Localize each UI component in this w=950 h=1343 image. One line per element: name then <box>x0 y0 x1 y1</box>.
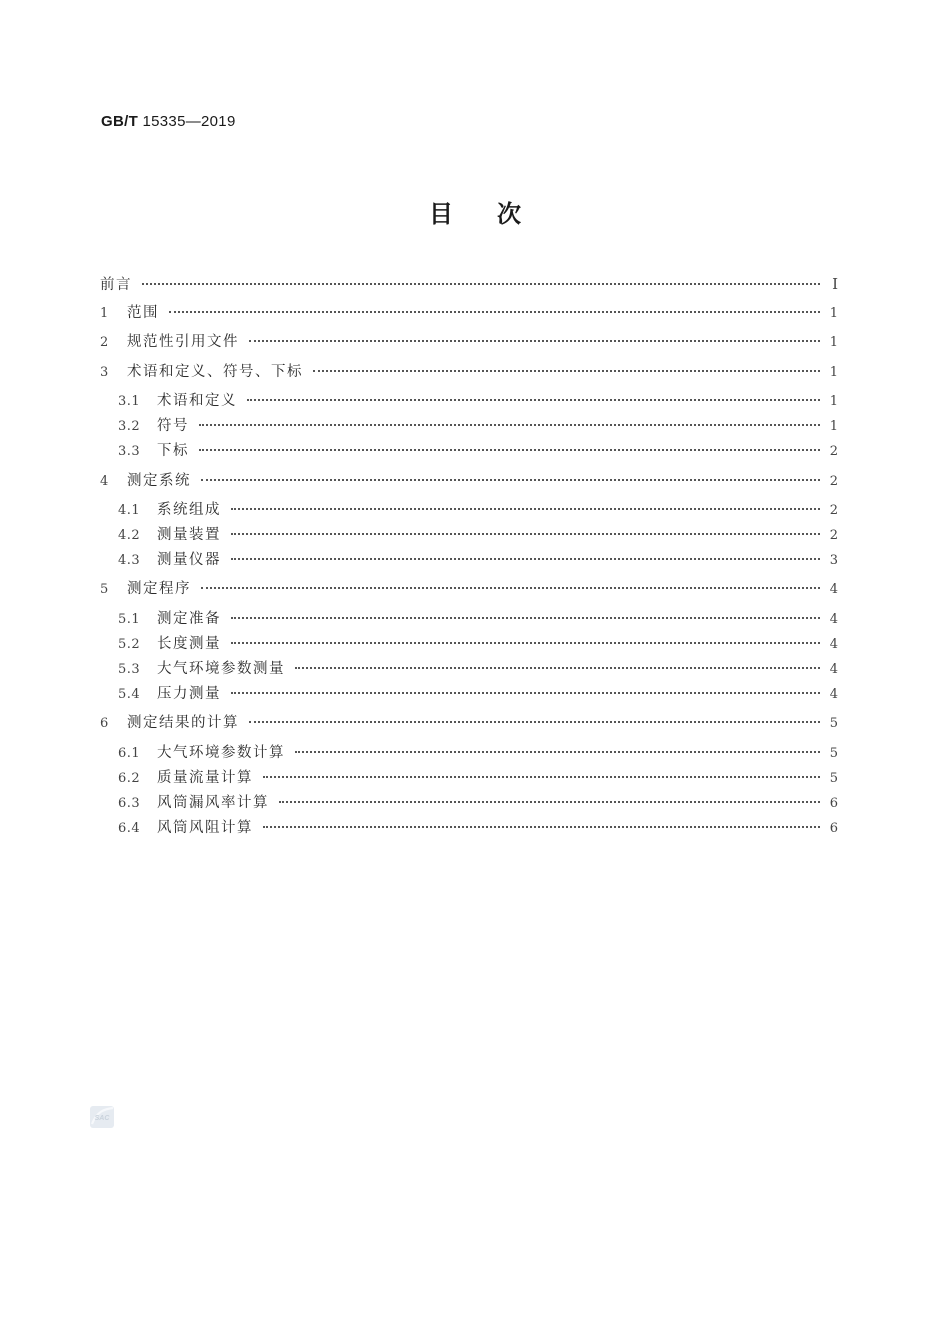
toc-entry-number: 5.4 <box>118 686 141 702</box>
toc-entry-number: 3 <box>100 364 109 380</box>
toc-entry[interactable] <box>100 684 838 713</box>
toc-dot-leader <box>199 424 820 426</box>
sac-logo-text: SAC <box>94 1115 110 1122</box>
toc-entry-number: 6.2 <box>118 770 141 786</box>
toc-entry-page: 2 <box>829 527 838 543</box>
toc-dot-leader <box>249 721 820 723</box>
toc-dot-leader <box>295 667 820 669</box>
toc-dot-leader <box>231 558 820 560</box>
toc-entry-label: 测定准备 <box>157 610 221 627</box>
table-of-contents <box>100 274 838 843</box>
toc-entry-number: 4 <box>100 473 109 489</box>
toc-entry-label: 长度测量 <box>157 635 221 652</box>
toc-entry-page: 4 <box>829 582 838 598</box>
toc-entry-label: 系统组成 <box>157 501 221 518</box>
standard-code <box>101 113 236 130</box>
toc-entry[interactable] <box>100 500 838 525</box>
toc-entry-number: 4.1 <box>118 502 141 518</box>
toc-entry-number: 4.3 <box>118 552 141 568</box>
toc-entry-label: 测定结果的计算 <box>127 715 239 732</box>
toc-entry-label: 风筒风阻计算 <box>157 819 253 836</box>
toc-entry[interactable] <box>100 303 838 332</box>
toc-entry[interactable] <box>100 550 838 579</box>
standard-prefix: GB/T <box>101 113 139 130</box>
toc-entry-number: 6.3 <box>118 795 141 811</box>
toc-dot-leader <box>169 311 820 313</box>
toc-entry-number: 5.1 <box>118 611 141 627</box>
toc-dot-leader <box>231 692 820 694</box>
toc-dot-leader <box>263 826 820 828</box>
toc-entry-page: 6 <box>829 795 838 811</box>
toc-entry-label: 风筒漏风率计算 <box>157 794 269 811</box>
toc-entry-page: 4 <box>829 661 838 677</box>
toc-entry[interactable] <box>100 793 838 818</box>
toc-dot-leader <box>249 340 820 342</box>
toc-entry-label: 测定系统 <box>127 472 191 489</box>
toc-entry[interactable] <box>100 713 838 742</box>
toc-entry-page: 6 <box>829 820 838 836</box>
toc-dot-leader <box>142 283 820 285</box>
toc-entry[interactable] <box>100 743 838 768</box>
standard-number: 15335—2019 <box>142 113 236 130</box>
toc-entry-page: 1 <box>829 335 838 351</box>
toc-entry-label: 大气环境参数计算 <box>157 744 285 761</box>
toc-entry-label: 测量装置 <box>157 526 221 543</box>
toc-entry-page: 4 <box>829 636 838 652</box>
toc-dot-leader <box>279 801 820 803</box>
toc-dot-leader <box>295 751 820 753</box>
toc-entry[interactable] <box>100 471 838 500</box>
toc-entry-page: 1 <box>829 419 838 435</box>
toc-entry-number: 3.3 <box>118 444 141 460</box>
page-title: 目次 <box>429 200 565 228</box>
toc-entry-label: 范围 <box>127 305 159 321</box>
toc-entry-label: 测量仪器 <box>157 551 221 568</box>
toc-entry-label: 质量流量计算 <box>157 769 253 786</box>
toc-dot-leader <box>231 642 820 644</box>
toc-entry[interactable] <box>100 579 838 608</box>
toc-dot-leader <box>231 617 820 619</box>
toc-entry-number: 1 <box>100 306 109 321</box>
toc-entry-number: 5.2 <box>118 636 141 652</box>
toc-entry[interactable] <box>100 818 838 843</box>
toc-entry-page: 1 <box>829 394 838 410</box>
toc-dot-leader <box>231 533 820 535</box>
toc-dot-leader <box>263 776 820 778</box>
toc-entry-number: 3.1 <box>118 394 141 410</box>
toc-entry-label: 前言 <box>100 277 132 293</box>
toc-dot-leader <box>247 399 820 401</box>
toc-entry[interactable] <box>100 634 838 659</box>
toc-entry-page: 4 <box>829 611 838 627</box>
toc-dot-leader <box>199 449 820 451</box>
toc-entry[interactable] <box>100 659 838 684</box>
toc-entry[interactable] <box>100 609 838 634</box>
toc-entry-page: Ⅰ <box>832 275 838 293</box>
toc-entry-number: 6 <box>100 716 109 732</box>
toc-entry-page: 2 <box>829 444 838 460</box>
sac-logo-icon <box>89 1105 115 1129</box>
toc-entry-page: 5 <box>829 770 838 786</box>
toc-dot-leader <box>201 587 820 589</box>
toc-entry-number: 5 <box>100 582 109 598</box>
toc-entry-label: 压力测量 <box>157 685 221 702</box>
toc-dot-leader <box>231 508 820 510</box>
toc-entry[interactable] <box>100 362 838 391</box>
toc-entry-label: 规范性引用文件 <box>127 334 239 351</box>
toc-entry-label: 测定程序 <box>127 581 191 598</box>
toc-entry-label: 大气环境参数测量 <box>157 660 285 677</box>
toc-entry-page: 2 <box>829 502 838 518</box>
toc-entry-page: 5 <box>829 745 838 761</box>
toc-entry-number: 4.2 <box>118 527 141 543</box>
toc-dot-leader <box>201 479 820 481</box>
toc-entry-page: 5 <box>829 716 838 732</box>
toc-entry-number: 6.4 <box>118 820 141 836</box>
toc-entry-page: 3 <box>829 552 838 568</box>
toc-entry-page: 1 <box>829 364 838 380</box>
toc-entry-label: 术语和定义、符号、下标 <box>127 363 303 380</box>
toc-entry[interactable] <box>100 332 838 361</box>
toc-entry-page: 4 <box>829 686 838 702</box>
toc-entry-label: 下标 <box>157 443 189 460</box>
toc-entry[interactable] <box>100 768 838 793</box>
toc-entry[interactable] <box>100 441 838 470</box>
toc-entry-number: 5.3 <box>118 661 141 677</box>
toc-entry-page: 2 <box>829 473 838 489</box>
toc-entry[interactable] <box>100 416 838 441</box>
toc-entry-label: 符号 <box>157 418 189 435</box>
toc-entry-number: 3.2 <box>118 419 141 435</box>
toc-entry[interactable] <box>100 391 838 416</box>
toc-dot-leader <box>313 370 820 372</box>
toc-entry-page: 1 <box>829 306 838 321</box>
toc-entry-number: 2 <box>100 335 109 351</box>
toc-entry-number: 6.1 <box>118 745 141 761</box>
toc-entry[interactable] <box>100 274 838 303</box>
toc-entry-label: 术语和定义 <box>157 393 237 410</box>
toc-entry[interactable] <box>100 525 838 550</box>
